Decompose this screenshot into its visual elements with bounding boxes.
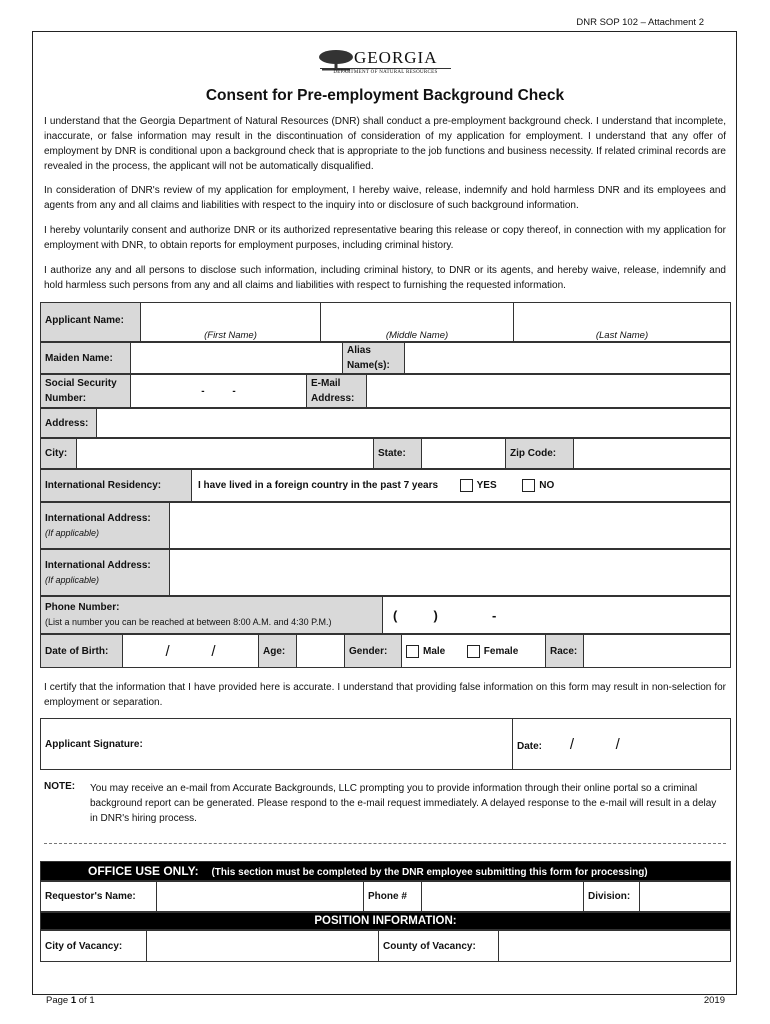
- maiden-alias-row: [40, 342, 731, 374]
- middle-name-field[interactable]: [321, 303, 514, 342]
- phone-hash-label: Phone #: [364, 882, 422, 912]
- division-label: Division:: [584, 882, 640, 912]
- yes-checkbox[interactable]: [460, 479, 473, 492]
- phone-row: [40, 596, 731, 634]
- paragraph-4: I authorize any and all persons to disclose such information, including criminal history, to DNR or its agents, and hereby waive, release, indemnify and hold harmless such persons from any and all claims and liabilities with respect to furnishing the requested information.: [44, 265, 726, 291]
- if-applicable-note-2: (If applicable): [45, 574, 100, 585]
- dnr-logo: [318, 48, 453, 76]
- office-use-title: OFFICE USE ONLY:: [88, 864, 199, 878]
- intl-address-title-2: International Address:: [45, 559, 151, 571]
- gender-field: [402, 635, 546, 668]
- document-reference: DNR SOP 102 – Attachment 2: [576, 17, 704, 28]
- dob-field[interactable]: [123, 635, 259, 668]
- phone-hours-note: (List a number you can be reached at between 8:00 A.M. and 4:30 P.M.): [45, 617, 332, 627]
- page-current: 1: [70, 995, 77, 1006]
- intl-residency-label: International Residency:: [41, 470, 192, 502]
- male-label: Male: [423, 645, 446, 657]
- intl-address-row-1: [40, 502, 731, 549]
- intl-address-label-1: [41, 503, 170, 549]
- office-use-instruction: (This section must be completed by the DNR employee submitting this form for processing): [211, 867, 648, 878]
- address-label: Address:: [41, 409, 97, 438]
- gender-label: Gender:: [345, 635, 402, 668]
- logo-subtitle: DEPARTMENT OF NATURAL RESOURCES: [320, 68, 451, 75]
- requestor-row: [40, 881, 731, 912]
- signature-row: [40, 718, 731, 770]
- signature-label: Applicant Signature:: [45, 738, 143, 750]
- first-name-caption: (First Name): [204, 330, 257, 341]
- intl-address-field-2[interactable]: [170, 550, 731, 596]
- no-checkbox[interactable]: [522, 479, 535, 492]
- ssn-email-row: [40, 374, 731, 408]
- female-checkbox[interactable]: [467, 645, 480, 658]
- county-vacancy-label: County of Vacancy:: [379, 931, 499, 962]
- email-label: E-Mail Address:: [307, 375, 367, 408]
- requestor-label: Requestor's Name:: [41, 882, 157, 912]
- city-label: City:: [41, 439, 77, 469]
- city-field[interactable]: [77, 439, 374, 469]
- paragraph-3: I hereby voluntarily consent and authorize DNR or its authorized representative bearing this release or copy thereof, in connection with my application for employment with DNR, to obtain reports for employment purposes, including criminal history.: [44, 225, 726, 251]
- ssn-separators: - -: [201, 385, 236, 397]
- logo-wordmark: GEORGIA: [354, 48, 438, 67]
- applicant-name-label: Applicant Name:: [41, 303, 141, 342]
- intl-address-row-2: [40, 549, 731, 596]
- age-field[interactable]: [297, 635, 345, 668]
- intl-address-label-2: [41, 550, 170, 596]
- requestor-phone-field[interactable]: [422, 882, 584, 912]
- signature-date-label: Date:: [517, 740, 543, 752]
- vacancy-row: [40, 930, 731, 962]
- dob-row: [40, 634, 731, 668]
- state-label: State:: [374, 439, 422, 469]
- intl-residency-row: [40, 469, 731, 502]
- intl-address-title-1: International Address:: [45, 512, 151, 524]
- cut-line: [44, 843, 726, 844]
- certify-statement: I certify that the information that I have provided here is accurate. I understand that providing false information on this form may result in non-selection for employment or separation.: [44, 682, 726, 708]
- position-info-header: [40, 912, 731, 930]
- county-vacancy-field[interactable]: [499, 931, 731, 962]
- dob-slashes: / /: [165, 642, 216, 660]
- intl-address-field-1[interactable]: [170, 503, 731, 549]
- division-field[interactable]: [640, 882, 731, 912]
- paragraph-1: I understand that the Georgia Department of Natural Resources (DNR) shall conduct a pre-employment background check. I understand that incomplete, inaccurate, or false information may result in the discontinuation of consideration of my application for employment. I understand that any offer of employment by DNR is conditional upon a background check that is appropriate to the job functions and business necessity. If related criminal records are revealed in the process, the applicant will not be automatically disqualified.: [44, 116, 726, 172]
- phone-field[interactable]: [383, 597, 731, 634]
- note-text: You may receive an e-mail from Accurate Backgrounds, LLC prompting you to provide information through their online portal so a criminal background report can be generated. Please respond to the e-mail request immediately. A delayed response to the e-mail will result in a delay in DNR's hiring process.: [90, 783, 717, 824]
- if-applicable-note-1: (If applicable): [45, 527, 100, 538]
- phone-format: ( ) -: [393, 607, 497, 623]
- position-info-title: POSITION INFORMATION:: [41, 913, 731, 930]
- address-field[interactable]: [97, 409, 731, 438]
- signature-date-slashes: / /: [569, 735, 620, 753]
- middle-name-caption: (Middle Name): [385, 330, 449, 341]
- page-number: [46, 995, 95, 1006]
- foreign-country-question: I have lived in a foreign country in the past 7 years: [198, 480, 439, 492]
- last-name-caption: (Last Name): [595, 330, 649, 341]
- city-vacancy-field[interactable]: [147, 931, 379, 962]
- female-label: Female: [483, 645, 519, 657]
- city-state-zip-row: [40, 438, 731, 469]
- city-vacancy-label: City of Vacancy:: [41, 931, 147, 962]
- requestor-field[interactable]: [157, 882, 364, 912]
- maiden-name-label: Maiden Name:: [41, 343, 131, 374]
- email-field[interactable]: [367, 375, 731, 408]
- phone-title: Phone Number:: [45, 602, 120, 613]
- no-label: NO: [539, 480, 555, 492]
- signature-date-field[interactable]: [513, 719, 731, 770]
- office-use-bar: [41, 862, 731, 881]
- page-prefix: Page: [46, 995, 71, 1006]
- race-label: Race:: [546, 635, 584, 668]
- zip-label: Zip Code:: [506, 439, 574, 469]
- form-title: Consent for Pre-employment Background Check: [205, 87, 565, 104]
- first-name-field[interactable]: [141, 303, 321, 342]
- intl-residency-field: [192, 470, 731, 502]
- male-checkbox[interactable]: [406, 645, 419, 658]
- zip-field[interactable]: [574, 439, 731, 469]
- ssn-field[interactable]: [131, 375, 307, 408]
- race-field[interactable]: [584, 635, 731, 668]
- phone-label: [41, 597, 383, 634]
- signature-field[interactable]: [41, 719, 513, 770]
- footer-year: 2019: [703, 995, 725, 1006]
- yes-label: YES: [476, 480, 497, 492]
- page-suffix: of 1: [76, 995, 95, 1006]
- applicant-name-row: [40, 302, 731, 342]
- note-label: NOTE:: [44, 781, 76, 792]
- ssn-label: Social Security Number:: [41, 375, 131, 408]
- office-use-header: [40, 861, 731, 881]
- dob-label: Date of Birth:: [41, 635, 123, 668]
- alias-label: Alias Name(s):: [343, 343, 405, 374]
- alias-field[interactable]: [405, 343, 731, 374]
- address-row: [40, 408, 731, 438]
- state-field[interactable]: [422, 439, 506, 469]
- last-name-field[interactable]: [514, 303, 731, 342]
- paragraph-2: In consideration of DNR's review of my application for employment, I hereby waive, release, indemnify and hold harmless DNR and its employees and agents from any and all claims and liabilities with respect to the inquiry into or disclosure of such background information.: [44, 185, 726, 211]
- maiden-name-field[interactable]: [131, 343, 343, 374]
- age-label: Age:: [259, 635, 297, 668]
